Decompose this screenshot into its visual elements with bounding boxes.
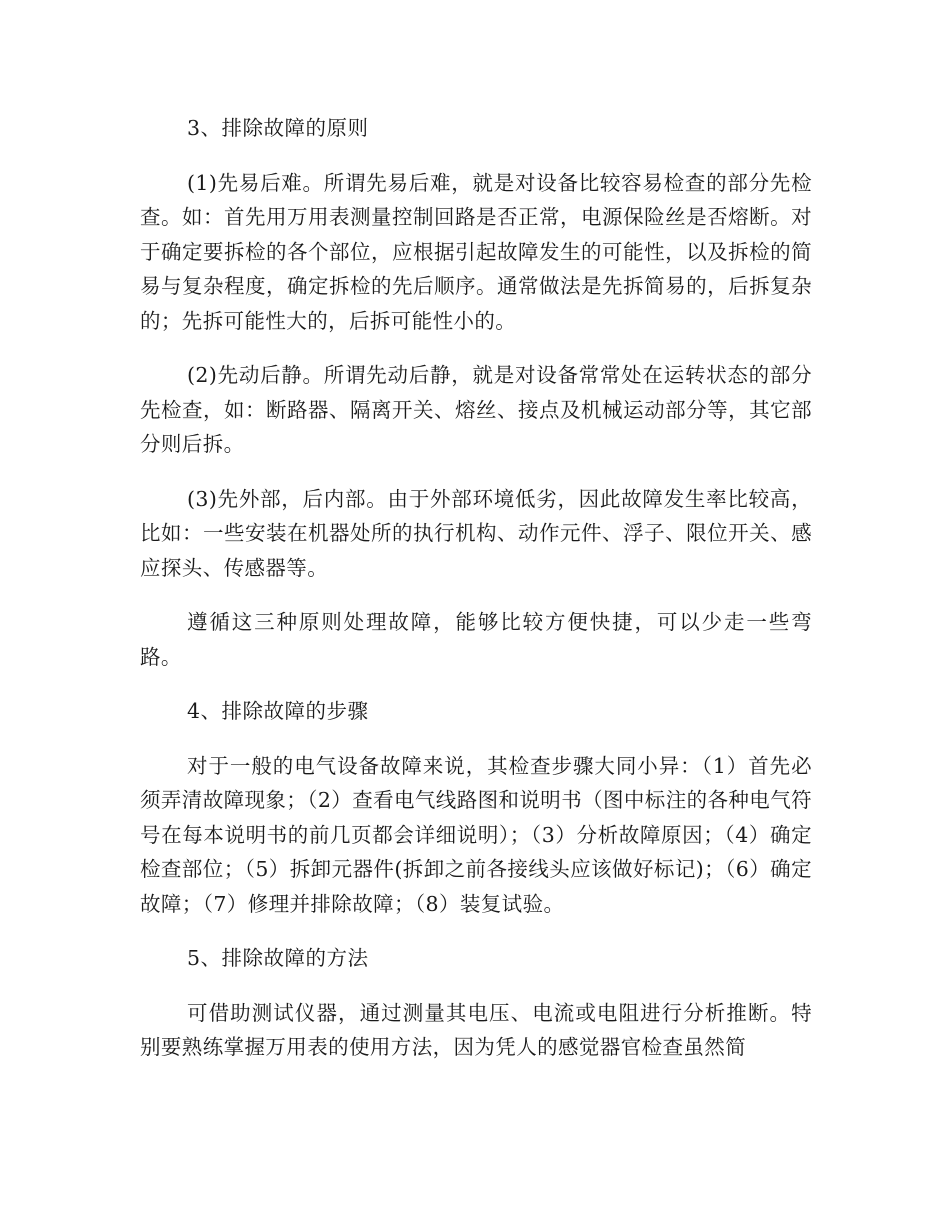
section-heading-principles: 3、排除故障的原则 <box>187 116 369 140</box>
section-heading-methods: 5、排除故障的方法 <box>187 946 369 970</box>
section-heading-steps: 4、排除故障的步骤 <box>187 699 369 723</box>
paragraph-inspection-steps: 对于一般的电气设备故障来说，其检查步骤大同小异：（1）首先必须弄清故障现象；（2）查看电气线路图和说明书（图中标注的各种电气符号在每本说明书的前几页都会详细说明）；（3）分析故障原因；（4）确定检查部位；（5）拆卸元器件(拆卸之前各接线头应该做好标记)；（6）确定故障；（7）修理并排除故障；（8）装复试验。 <box>140 753 812 916</box>
paragraph-methods: 可借助测试仪器，通过测量其电压、电流或电阻进行分析推断。特别要熟练掌握万用表的使用方法，因为凭人的感觉器官检查虽然简 <box>140 1000 812 1059</box>
paragraph-moving-before-static: (2)先动后静。所谓先动后静，就是对设备常常处在运转状态的部分先检查，如：断路器、隔离开关、熔丝、接点及机械运动部分等，其它部分则后拆。 <box>140 363 812 456</box>
paragraph-external-before-internal: (3)先外部，后内部。由于外部环境低劣，因此故障发生率比较高，比如：一些安装在机器处所的执行机构、动作元件、浮子、限位开关、感应探头、传感器等。 <box>140 486 812 580</box>
paragraph-easy-before-hard: (1)先易后难。所谓先易后难，就是对设备比较容易检查的部分先检查。如：首先用万用表测量控制回路是否正常，电源保险丝是否熔断。对于确定要拆检的各个部位，应根据引起故障发生的可能性，以及拆检的简易与复杂程度，确定拆检的先后顺序。通常做法是先拆简易的，后拆复杂的；先拆可能性大的，后拆可能性小的。 <box>140 170 812 333</box>
paragraph-principles-summary: 遵循这三种原则处理故障，能够比较方便快捷，可以少走一些弯路。 <box>140 610 812 669</box>
document-body <box>140 111 812 1085</box>
